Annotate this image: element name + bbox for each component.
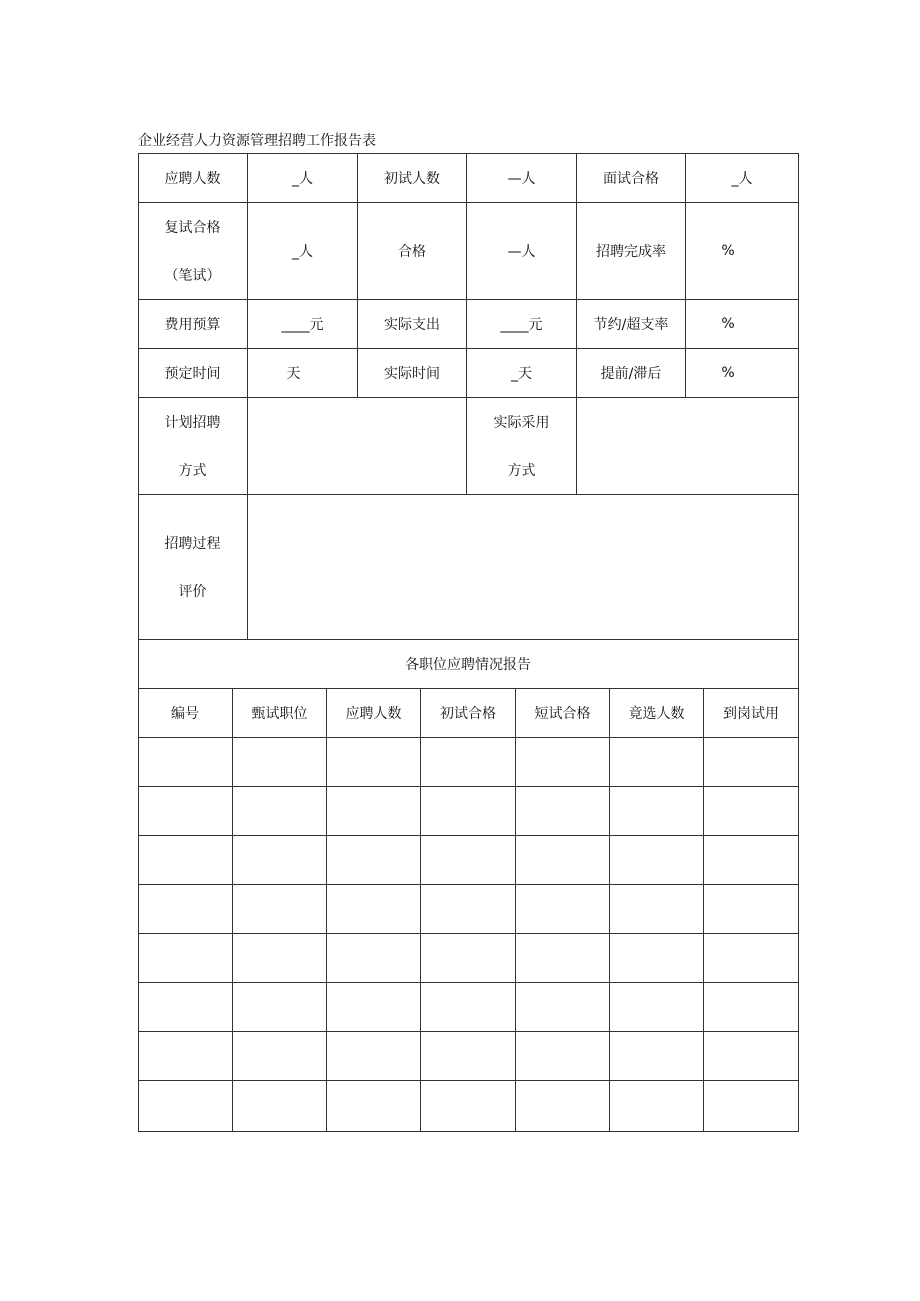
label-actual-time: 实际时间 — [358, 349, 467, 398]
label-ahead-behind: 提前/滞后 — [577, 349, 686, 398]
label-applicants: 应聘人数 — [138, 153, 248, 203]
col-header-position: 甄试职位 — [233, 689, 327, 738]
label-process-evaluation — [138, 495, 248, 640]
col-header-applicants: 应聘人数 — [327, 689, 421, 738]
label-planned-time: 预定时间 — [138, 349, 248, 398]
value-actual-method[interactable] — [577, 398, 799, 495]
table-row-2-cell-7[interactable] — [704, 787, 799, 836]
table-row-8-cell-2[interactable] — [233, 1081, 327, 1132]
table-row-1-cell-6[interactable] — [610, 738, 704, 787]
table-row-5-cell-4[interactable] — [421, 934, 516, 983]
value-process-evaluation[interactable] — [248, 495, 799, 640]
positions-heading: 各职位应聘情况报告 — [138, 640, 799, 689]
table-row-7-cell-2[interactable] — [233, 1032, 327, 1081]
table-row-4-cell-2[interactable] — [233, 885, 327, 934]
table-row-7-cell-1[interactable] — [138, 1032, 233, 1081]
table-row-5-cell-2[interactable] — [233, 934, 327, 983]
label-retest-pass-line2: （笔试） — [164, 268, 221, 284]
value-actual-expense[interactable]: ____元 — [467, 300, 577, 349]
table-row-5-cell-1[interactable] — [138, 934, 233, 983]
table-row-3-cell-2[interactable] — [233, 836, 327, 885]
col-header-first-pass: 初试合格 — [421, 689, 516, 738]
table-row-6-cell-6[interactable] — [610, 983, 704, 1032]
table-row-2-cell-6[interactable] — [610, 787, 704, 836]
value-budget[interactable]: ____元 — [248, 300, 358, 349]
col-header-onboard-trial: 到岗试用 — [704, 689, 799, 738]
table-row-3-cell-5[interactable] — [516, 836, 610, 885]
table-row-3-cell-7[interactable] — [704, 836, 799, 885]
label-actual-method — [467, 398, 577, 495]
table-row-3-cell-3[interactable] — [327, 836, 421, 885]
col-header-short-test-pass: 短试合格 — [516, 689, 610, 738]
table-row-2-cell-1[interactable] — [138, 787, 233, 836]
table-row-2-cell-2[interactable] — [233, 787, 327, 836]
table-row-5-cell-7[interactable] — [704, 934, 799, 983]
table-row-1-cell-7[interactable] — [704, 738, 799, 787]
col-header-number: 编号 — [138, 689, 233, 738]
label-actual-expense: 实际支出 — [358, 300, 467, 349]
col-header-selected: 竟选人数 — [610, 689, 704, 738]
table-row-8-cell-1[interactable] — [138, 1081, 233, 1132]
label-completion-rate: 招聘完成率 — [577, 203, 686, 300]
table-row-8-cell-7[interactable] — [704, 1081, 799, 1132]
table-row-7-cell-3[interactable] — [327, 1032, 421, 1081]
label-process-evaluation-line2: 评价 — [178, 584, 207, 600]
label-interview-pass: 面试合格 — [577, 153, 686, 203]
label-actual-method-line2: 方式 — [507, 463, 536, 479]
table-row-1-cell-3[interactable] — [327, 738, 421, 787]
table-row-2-cell-5[interactable] — [516, 787, 610, 836]
table-row-7-cell-7[interactable] — [704, 1032, 799, 1081]
table-row-3-cell-6[interactable] — [610, 836, 704, 885]
table-row-2-cell-3[interactable] — [327, 787, 421, 836]
table-row-8-cell-4[interactable] — [421, 1081, 516, 1132]
table-row-3-cell-4[interactable] — [421, 836, 516, 885]
table-row-4-cell-1[interactable] — [138, 885, 233, 934]
table-row-5-cell-5[interactable] — [516, 934, 610, 983]
table-row-7-cell-6[interactable] — [610, 1032, 704, 1081]
table-row-5-cell-6[interactable] — [610, 934, 704, 983]
label-retest-pass-line1: 复试合格 — [164, 220, 221, 236]
table-row-2-cell-4[interactable] — [421, 787, 516, 836]
label-retest-pass — [138, 203, 248, 300]
value-ahead-behind[interactable]: % — [686, 349, 799, 398]
value-interview-pass[interactable]: _人 — [686, 153, 799, 203]
value-completion-rate[interactable]: % — [686, 203, 799, 300]
value-planned-time[interactable]: 天 — [248, 349, 358, 398]
label-planned-method — [138, 398, 248, 495]
label-planned-method-line1: 计划招聘 — [164, 415, 221, 431]
table-row-6-cell-4[interactable] — [421, 983, 516, 1032]
label-saving-overspend-rate: 节约/超支率 — [577, 300, 686, 349]
table-row-4-cell-3[interactable] — [327, 885, 421, 934]
table-row-4-cell-4[interactable] — [421, 885, 516, 934]
table-row-8-cell-5[interactable] — [516, 1081, 610, 1132]
value-planned-method[interactable] — [248, 398, 467, 495]
table-row-8-cell-3[interactable] — [327, 1081, 421, 1132]
value-retest-pass[interactable]: _人 — [248, 203, 358, 300]
value-applicants[interactable]: _人 — [248, 153, 358, 203]
table-row-3-cell-1[interactable] — [138, 836, 233, 885]
value-saving-overspend-rate[interactable]: % — [686, 300, 799, 349]
value-qualified[interactable]: —人 — [467, 203, 577, 300]
label-planned-method-line2: 方式 — [178, 463, 207, 479]
table-row-8-cell-6[interactable] — [610, 1081, 704, 1132]
recruitment-report-table — [138, 153, 799, 1132]
table-row-6-cell-2[interactable] — [233, 983, 327, 1032]
table-row-1-cell-1[interactable] — [138, 738, 233, 787]
table-row-7-cell-5[interactable] — [516, 1032, 610, 1081]
table-row-1-cell-2[interactable] — [233, 738, 327, 787]
table-row-6-cell-7[interactable] — [704, 983, 799, 1032]
label-process-evaluation-line1: 招聘过程 — [164, 536, 221, 552]
table-row-5-cell-3[interactable] — [327, 934, 421, 983]
table-row-6-cell-5[interactable] — [516, 983, 610, 1032]
label-qualified: 合格 — [358, 203, 467, 300]
value-first-interview-count[interactable]: —人 — [467, 153, 577, 203]
table-row-4-cell-5[interactable] — [516, 885, 610, 934]
table-row-1-cell-4[interactable] — [421, 738, 516, 787]
table-row-4-cell-6[interactable] — [610, 885, 704, 934]
label-budget: 费用预算 — [138, 300, 248, 349]
value-actual-time[interactable]: _天 — [467, 349, 577, 398]
table-row-6-cell-1[interactable] — [138, 983, 233, 1032]
label-actual-method-line1: 实际采用 — [493, 415, 550, 431]
table-row-6-cell-3[interactable] — [327, 983, 421, 1032]
form-title: 企业经营人力资源管理招聘工作报告表 — [138, 133, 376, 149]
table-row-7-cell-4[interactable] — [421, 1032, 516, 1081]
table-row-4-cell-7[interactable] — [704, 885, 799, 934]
table-row-1-cell-5[interactable] — [516, 738, 610, 787]
label-first-interview-count: 初试人数 — [358, 153, 467, 203]
